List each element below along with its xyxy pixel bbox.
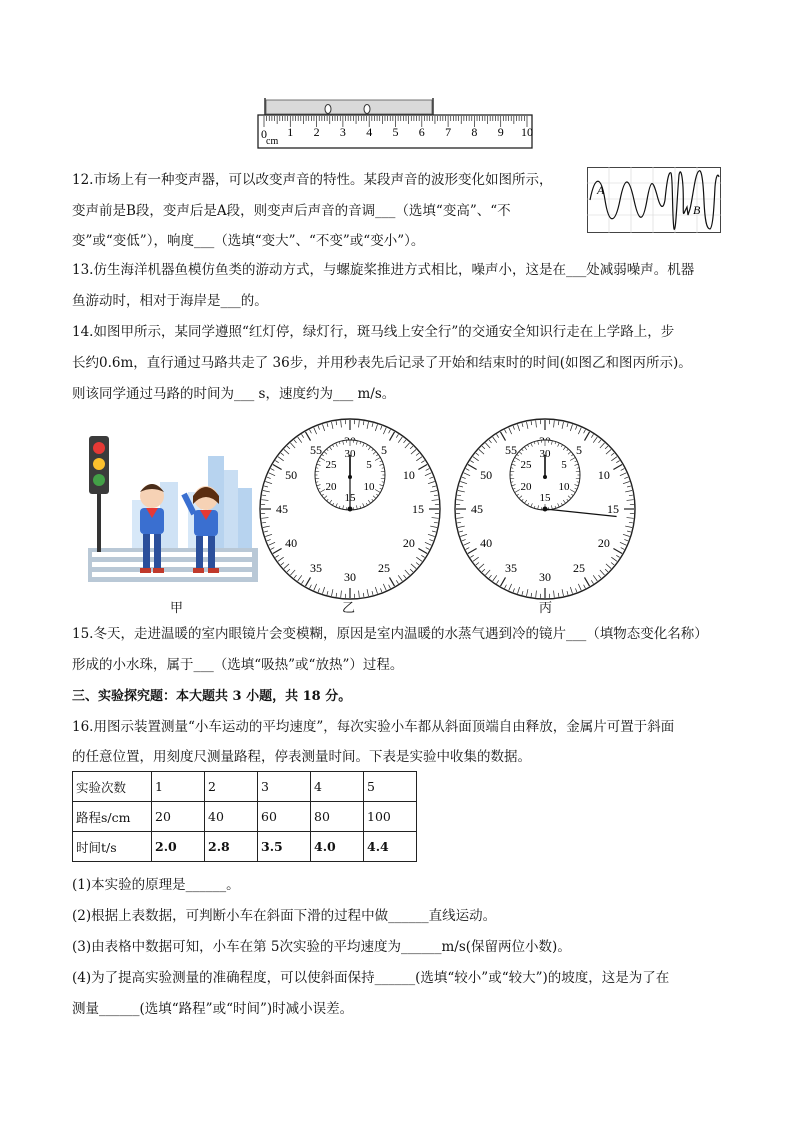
stopwatch-inner-label: 30	[344, 448, 356, 460]
stopwatch-outer-label: 55	[505, 443, 517, 458]
q16-data-table	[72, 771, 417, 862]
stopwatch-outer-label: 30	[539, 570, 551, 584]
stopwatch-center-pivot	[543, 507, 548, 512]
wave-label-b: B	[693, 203, 701, 217]
table-cell: 1	[152, 772, 205, 802]
table-cell: 60	[258, 802, 311, 832]
ruler-figure	[255, 96, 540, 150]
ruler-tick-label: 5	[392, 125, 399, 139]
measured-block	[265, 98, 433, 115]
stopwatch-outer-label: 20	[597, 536, 610, 550]
table-cell: 3.5	[258, 832, 311, 862]
ruler-tick-label: 2	[313, 125, 320, 139]
stopwatch-outer-label: 55	[310, 443, 322, 458]
q14-line2: 长约0.6m，直行通过马路共走了 36步，并用秒表先后记录了开始和结束时的时间(如图乙和图丙所示)。	[72, 355, 692, 371]
table-cell: 40	[205, 802, 258, 832]
stopwatch-outer-label: 10	[402, 468, 415, 482]
table-row	[73, 832, 417, 862]
stopwatch-outer-label: 50	[480, 468, 493, 482]
table-cell: 5	[364, 772, 417, 802]
stopwatch-outer-label: 25	[378, 560, 390, 575]
q13-line1: 13.仿生海洋机器鱼模仿鱼类的游动方式，与螺旋桨推进方式相比，噪声小，这是在___处减弱噪声。机器	[72, 262, 695, 278]
q16-line1: 16.用图示装置测量“小车运动的平均速度”，每次实验小车都从斜面顶端自由释放，金属片可置于斜面	[72, 719, 675, 735]
table-cell: 2	[205, 772, 258, 802]
table-cell: 2.0	[152, 832, 205, 862]
q12-line3: 变”或“变低”），响度___（选填“变大”、“不变”或“变小”）。	[72, 233, 425, 249]
q12-line1: 12.市场上有一种变声器，可以改变声音的特性。某段声音的波形变化如图所示，	[72, 172, 553, 188]
stopwatch-outer-label: 45	[276, 502, 288, 516]
table-cell: 80	[311, 802, 364, 832]
q16-sub1: (1)本实验的原理是______。	[72, 877, 240, 893]
caption-yi: 乙	[342, 601, 356, 616]
caption-jia: 甲	[170, 601, 184, 616]
table-row	[73, 772, 417, 802]
table-cell: 3	[258, 772, 311, 802]
caption-bing: 丙	[539, 601, 553, 616]
table-cell: 实验次数	[73, 772, 152, 802]
q15-line2: 形成的小水珠，属于___（选填“吸热”或“放热”）过程。	[72, 657, 404, 673]
table-cell: 100	[364, 802, 417, 832]
table-cell: 4.0	[311, 832, 364, 862]
stopwatch-inner-label: 15	[344, 492, 356, 504]
stopwatch-outer-label: 5	[576, 443, 582, 458]
ruler-tick-label: 6	[418, 125, 425, 139]
stopwatch-outer-label: 40	[480, 536, 493, 550]
stopwatch-outer-label: 25	[573, 560, 585, 575]
stopwatch-outer-label: 20	[402, 536, 415, 550]
stopwatch-outer-label: 15	[607, 502, 619, 516]
stopwatch-outer-label: 15	[412, 502, 424, 516]
table-cell: 路程s/cm	[73, 802, 152, 832]
section3-heading: 三、实验探究题：本大题共 3 小题，共 18 分。	[72, 689, 352, 704]
q16-sub3: (3)由表格中数据可知，小车在第 5次实验的平均速度为______m/s(保留两位小数)。	[72, 939, 571, 955]
stopwatch-outer-label: 45	[471, 502, 483, 516]
table-cell: 2.8	[205, 832, 258, 862]
ruler-tick-label: 10	[521, 125, 533, 139]
stopwatch-inner-label: 10	[558, 481, 570, 493]
stopwatch-inner-label: 30	[539, 448, 551, 460]
ruler-tick-label: 0	[261, 127, 267, 141]
q16-sub4-line1: (4)为了提高实验测量的准确程度，可以使斜面保持______(选填“较小”或“较大”)的坡度，这是为了在	[72, 970, 670, 986]
stopwatch-yi	[256, 415, 444, 603]
table-row	[73, 802, 417, 832]
q14-line1: 14.如图甲所示，某同学遵照“红灯停，绿灯行，斑马线上安全行”的交通安全知识行走在上学路上，步	[72, 324, 675, 340]
ruler-tick-label: 8	[471, 125, 478, 139]
stopwatch-inner-label: 5	[561, 459, 567, 471]
crossing-illustration	[88, 430, 258, 582]
q14-line3: 则该同学通过马路的时间为___ s，速度约为___ m/s。	[72, 386, 396, 402]
q15-line1: 15.冬天，走进温暖的室内眼镜片会变模糊，原因是室内温暖的水蒸气遇到冷的镜片___（填物态变化名称）	[72, 626, 708, 642]
q12-line2: 变声前是B段，变声后是A段，则变声后声音的音调___（选填“变高”、“不	[72, 203, 511, 219]
waveform-figure	[587, 167, 721, 233]
table-cell: 4.4	[364, 832, 417, 862]
ruler-tick-label: 7	[445, 125, 452, 139]
stopwatch-minute-pivot	[543, 475, 547, 479]
stopwatch-inner-label: 15	[539, 492, 551, 504]
stopwatch-inner-label: 20	[325, 481, 337, 493]
stopwatch-inner-label: 10	[363, 481, 375, 493]
ruler-tick-label: 3	[339, 125, 346, 139]
stopwatch-outer-label: 35	[505, 560, 517, 575]
stopwatch-outer-label: 50	[285, 468, 298, 482]
table-cell: 时间t/s	[73, 832, 152, 862]
q16-line2: 的任意位置，用刻度尺测量路程，停表测量时间。下表是实验中收集的数据。	[72, 749, 531, 765]
stopwatch-inner-label: 20	[520, 481, 532, 493]
q16-sub4-line2: 测量______(选填“路程”或“时间”)时减小误差。	[72, 1001, 354, 1017]
stopwatch-outer-label: 30	[344, 570, 356, 584]
zebra-crossing	[88, 548, 258, 582]
stopwatch-outer-label: 10	[597, 468, 610, 482]
ruler-tick-label: 1	[287, 125, 294, 139]
stopwatch-outer-label: 5	[381, 443, 387, 458]
traffic-light	[89, 436, 109, 552]
stopwatch-outer-label: 40	[285, 536, 298, 550]
ruler-unit: cm	[266, 136, 279, 147]
q13-line2: 鱼游动时，相对于海岸是___的。	[72, 293, 268, 309]
stopwatch-inner-label: 5	[366, 459, 372, 471]
ruler-tick-label: 4	[366, 125, 373, 139]
stopwatch-center-pivot	[348, 507, 353, 512]
table-cell: 4	[311, 772, 364, 802]
stopwatch-bing	[451, 415, 639, 603]
table-cell: 20	[152, 802, 205, 832]
stopwatch-outer-label: 35	[310, 560, 322, 575]
wave-label-a: A	[597, 183, 605, 197]
q16-sub2: (2)根据上表数据，可判断小车在斜面下滑的过程中做______直线运动。	[72, 908, 497, 924]
stopwatch-inner-label: 25	[520, 459, 532, 471]
ruler-tick-label: 9	[497, 125, 504, 139]
stopwatch-inner-label: 25	[325, 459, 337, 471]
